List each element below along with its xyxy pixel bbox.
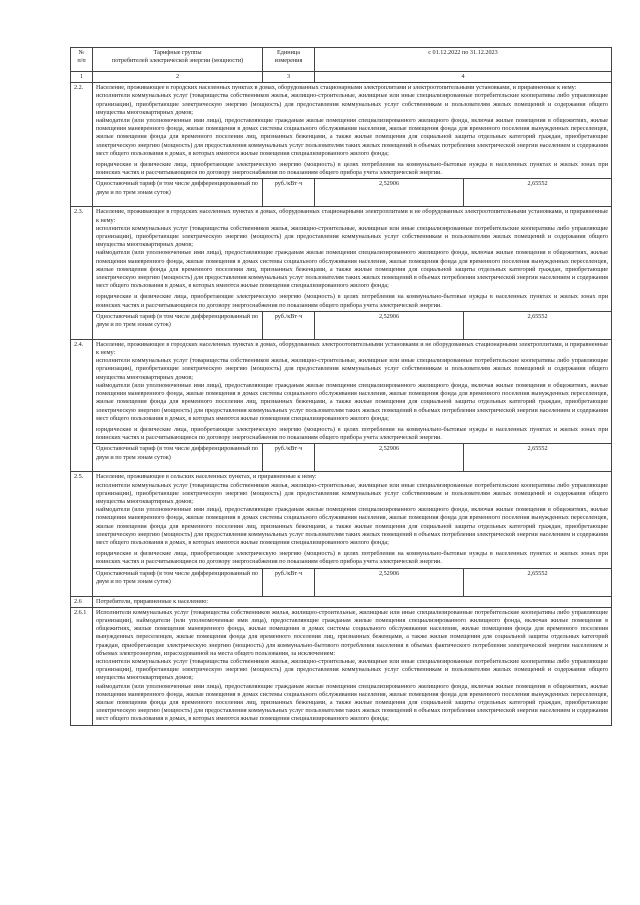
group-description bbox=[93, 207, 612, 311]
description-paragraph: наймодатели (или уполномоченные ими лица), предоставляющие гражданам жилые помещения специализированного жилищного фонда, включая жилые помещения в общежитиях, жилые помещения маневренного фонда, жилые помещения в домах системы социального обслуживания населения, жилые помещения фонда для временного поселения вынужденных переселенцев, жилые помещения фонда для временного поселения лиц, признанных беженцами, а также жилые помещения для социальной защиты отдельных категорий граждан, приобретающие электрическую энергию (мощность) для предоставления коммунальных услуг пользователям таких жилых помещений в объемах потребления электрической энергии населением и содержания мест общего пользования в домах, в которых имеются жилые помещения специализированного жилого фонда; bbox=[96, 682, 609, 723]
header-number: № п/п bbox=[71, 48, 93, 72]
tariff-value-first-half: 2,52906 bbox=[315, 568, 464, 596]
description-paragraph: наймодатели (или уполномоченные ими лица), предоставляющие гражданам жилые помещения специализированного жилищного фонда, включая жилые помещения в общежитиях, жилые помещения маневренного фонда, жилые помещения в домах системы социального обслуживания населения, жилые помещения фонда для временного поселения вынужденных переселенцев, жилые помещения фонда для временного поселения лиц, признанных беженцами, а также жилые помещения для социальной защиты отдельных категорий граждан, приобретающие электрическую энергию (мощность) для предоставления коммунальных услуг пользователям таких жилых помещений в объемах потребления электрической энергии населением и содержания мест общего пользования в домах, в которых имеются жилые помещения специализированного жилого фонда; bbox=[96, 381, 609, 422]
section-row-2-6 bbox=[71, 596, 612, 607]
unit-cell: руб./кВт·ч bbox=[263, 568, 315, 596]
tariff-value-first-half: 2,52906 bbox=[315, 444, 464, 472]
tariff-value-second-half: 2,65552 bbox=[464, 179, 612, 207]
description-paragraph: юридические и физические лица, приобретающие электрическую энергию (мощность) в целях потребления на коммунально-бытовые нужды в населенных пунктах и жилых зонах при воинских частях и рассчитывающиеся по договору энергоснабжения по показаниям общего прибора учета электрической энергии. bbox=[96, 425, 609, 442]
table-index-row bbox=[71, 72, 612, 83]
group-description bbox=[93, 83, 612, 179]
row-number: 2.3. bbox=[71, 207, 93, 339]
unit-cell: руб./кВт·ч bbox=[263, 311, 315, 339]
description-paragraph: исполнители коммунальных услуг (товарищества собственников жилья, жилищно-строительные, жилищные или иные специализированные потребительские кооперативы либо управляющие организации), приобретающие электрическую энергию (мощность) для предоставления коммунальных услуг собственникам и пользователям жилых помещений и содержания общего имущества многоквартирных домов; bbox=[96, 92, 609, 116]
tariff-type-label: Одноставочный тариф (в том числе дифференцированный по двум и по трем зонам суток) bbox=[93, 179, 263, 207]
description-paragraph: исполнители коммунальных услуг (товарищества собственников жилья, жилищно-строительные, жилищные или иные специализированные потребительские кооперативы либо управляющие организации), приобретающие электрическую энергию (мощность) для предоставления коммунальных услуг собственникам и пользователям жилых помещений и содержания общего имущества многоквартирных домов; bbox=[96, 224, 609, 249]
description-paragraph: наймодатели (или уполномоченные ими лица), предоставляющие гражданам жилые помещения специализированного жилищного фонда, включая жилые помещения в общежитиях, жилые помещения маневренного фонда, жилые помещения в домах системы социального обслуживания населения, жилые помещения фонда для временного поселения вынужденных переселенцев, жилые помещения фонда для временного поселения лиц, признанных беженцами, а также жилые помещения для социальной защиты отдельных категорий граждан, приобретающие электрическую энергию (мощность) для предоставления коммунальных услуг пользователям таких жилых помещений в объемах потребления электрической энергии населением и содержания мест общего пользования в домах, в которых имеются жилые помещения специализированного жилого фонда; bbox=[96, 117, 609, 157]
tariff-value-second-half: 2,65552 bbox=[464, 444, 612, 472]
header-period: с 01.12.2022 по 31.12.2023 bbox=[315, 48, 612, 72]
description-paragraph: юридические и физические лица, приобретающие электрическую энергию (мощность) в целях потребления на коммунально-бытовые нужды в населенных пунктах и жилых зонах при воинских частях и рассчитывающиеся по договору энергоснабжения по показаниям общего прибора учета электрической энергии. bbox=[96, 161, 609, 177]
tariff-value-row bbox=[71, 179, 612, 207]
tariff-document-page bbox=[70, 47, 611, 726]
tariff-value-row bbox=[71, 311, 612, 339]
description-paragraph: исполнители коммунальных услуг (товарищества собственников жилья, жилищно-строительные, жилищные или иные специализированные потребительские кооперативы либо управляющие организации), приобретающие электрическую энергию (мощность) для предоставления коммунальных услуг собственникам и пользователям жилых помещений и содержания общего имущества многоквартирных домов; bbox=[96, 357, 609, 381]
group-description bbox=[93, 607, 612, 725]
description-paragraph: Население, проживающее в сельских населенных пунктах, и приравненные к нему: bbox=[96, 473, 317, 481]
tariff-type-label: Одноставочный тариф (в том числе дифференцированный по двум и по трем зонам суток) bbox=[93, 311, 263, 339]
tariff-group-row bbox=[71, 83, 612, 179]
description-paragraph: наймодатели (или уполномоченные ими лица), предоставляющие гражданам жилые помещения специализированного жилищного фонда, включая жилые помещения в общежитиях, жилые помещения маневренного фонда, жилые помещения в домах системы социального обслуживания населения, жилые помещения фонда для временного поселения вынужденных переселенцев, жилые помещения фонда для временного поселения лиц, признанных беженцами, а также жилые помещения для социальной защиты отдельных категорий граждан, приобретающие электрическую энергию (мощность) для предоставления коммунальных услуг пользователям таких жилых помещений в объемах потребления электрической энергии населением и содержания мест общего пользования в домах, в которых имеются жилые помещения специализированного жилого фонда; bbox=[96, 249, 609, 290]
row-number: 2.2. bbox=[71, 83, 93, 207]
description-paragraph: исполнители коммунальных услуг (товарищества собственников жилья, жилищно-строительные, жилищные или иные специализированные потребительские кооперативы либо управляющие организации), приобретающие электрическую энергию (мощность) для предоставления коммунальных услуг собственникам и пользователям жилых помещений и содержания общего имущества многоквартирных домов; bbox=[96, 657, 609, 682]
tariff-value-row bbox=[71, 444, 612, 472]
description-paragraph: Исполнители коммунальных услуг (товарищества собственников жилья, жилищно-строительные, жилищные или иные специализированные потребительские кооперативы либо управляющие организации), наймодатели (или уполномоченные ими лица), предоставляющие гражданам жилые помещения специализированного жилищного фонда, включая жилые помещения в общежитиях, жилые помещения маневренного фонда, жилые помещения в домах системы социального обслуживания населения, жилые помещения фонда для временного поселения вынужденных переселенцев, жилые помещения фонда для временного поселения лиц, признанных беженцами, а также жилые помещения для социальной защиты отдельных категорий граждан, приобретающие электрическую энергию (мощность) для коммунально-бытового потребления населения в объемах фактического потребления электрической энергии населением и объемах электроэнергии, израсходованной на места общего пользования, за исключением: bbox=[96, 608, 609, 657]
group-description bbox=[93, 339, 612, 443]
description-paragraph: Население, проживающее в городских населенных пунктах в домах, оборудованных стационарными электроплитами и электроотопительными установками, и приравненные к нему: bbox=[96, 84, 577, 92]
index-cell: 3 bbox=[263, 72, 315, 83]
unit-cell: руб./кВт·ч bbox=[263, 444, 315, 472]
row-number: 2.6.1 bbox=[71, 607, 93, 725]
tariff-table bbox=[70, 47, 612, 726]
description-paragraph: Население, проживающее в городских населенных пунктах в домах, оборудованных стационарными электроплитами и не оборудованных электроотопительными установками, и приравненные к нему: bbox=[96, 208, 609, 224]
tariff-value-first-half: 2,52906 bbox=[315, 311, 464, 339]
unit-cell: руб./кВт·ч bbox=[263, 179, 315, 207]
header-consumer-groups: Тарифные группы потребителей электрической энергии (мощности) bbox=[93, 48, 263, 72]
tariff-group-row bbox=[71, 207, 612, 311]
row-number: 2.6 bbox=[71, 596, 93, 607]
description-paragraph: юридические и физические лица, приобретающие электрическую энергию (мощность) в целях потребления на коммунально-бытовые нужды в населенных пунктах и жилых зонах при воинских частях и рассчитывающиеся по договору энергоснабжения по показаниям общего прибора учета электрической энергии. bbox=[96, 293, 609, 309]
row-number: 2.4. bbox=[71, 339, 93, 471]
table-header-row bbox=[71, 48, 612, 72]
tariff-value-first-half: 2,52906 bbox=[315, 179, 464, 207]
index-cell: 4 bbox=[315, 72, 612, 83]
description-paragraph: юридические и физические лица, приобретающие электрическую энергию (мощность) в целях потребления на коммунально-бытовые нужды в населенных пунктах и жилых зонах при воинских частях и рассчитывающиеся по договору энергоснабжения по показаниям общего прибора учета электрической энергии. bbox=[96, 550, 609, 566]
tariff-value-second-half: 2,65552 bbox=[464, 311, 612, 339]
header-unit: Единица измерения bbox=[263, 48, 315, 72]
index-cell: 1 bbox=[71, 72, 93, 83]
tariff-type-label: Одноставочный тариф (в том числе дифференцированный по двум и по трем зонам суток) bbox=[93, 444, 263, 472]
description-paragraph: Население, проживающее в городских населенных пунктах в домах, оборудованных электроотопительными установками и не оборудованных стационарными электроплитами, и приравненные к нему: bbox=[96, 340, 609, 357]
tariff-group-row bbox=[71, 472, 612, 568]
tariff-type-label: Одноставочный тариф (в том числе дифференцированный по двум и по трем зонам суток) bbox=[93, 568, 263, 596]
row-number: 2.5. bbox=[71, 472, 93, 596]
tariff-value-row bbox=[71, 568, 612, 596]
tariff-value-second-half: 2,65552 bbox=[464, 568, 612, 596]
section-title: Потребители, приравненные к населению: bbox=[93, 596, 612, 607]
group-description bbox=[93, 472, 612, 568]
description-paragraph: наймодатели (или уполномоченные ими лица), предоставляющие гражданам жилые помещения специализированного жилищного фонда, включая жилые помещения в общежитиях, жилые помещения маневренного фонда, жилые помещения в домах системы социального обслуживания населения, жилые помещения фонда для временного поселения вынужденных переселенцев, жилые помещения фонда для временного поселения лиц, признанных беженцами, а также жилые помещения для социальной защиты отдельных категорий граждан, приобретающие электрическую энергию (мощность) для предоставления коммунальных услуг пользователям таких жилых помещений в объемах потребления электрической энергии населением и содержания мест общего пользования в домах, в которых имеются жилые помещения специализированного жилого фонда; bbox=[96, 506, 609, 546]
tariff-group-row bbox=[71, 607, 612, 725]
index-cell: 2 bbox=[93, 72, 263, 83]
description-paragraph: исполнители коммунальных услуг (товарищества собственников жилья, жилищно-строительные, жилищные или иные специализированные потребительские кооперативы либо управляющие организации), приобретающие электрическую энергию (мощность) для предоставления коммунальных услуг собственникам и пользователям жилых помещений и содержания общего имущества многоквартирных домов; bbox=[96, 481, 609, 505]
tariff-group-row bbox=[71, 339, 612, 443]
